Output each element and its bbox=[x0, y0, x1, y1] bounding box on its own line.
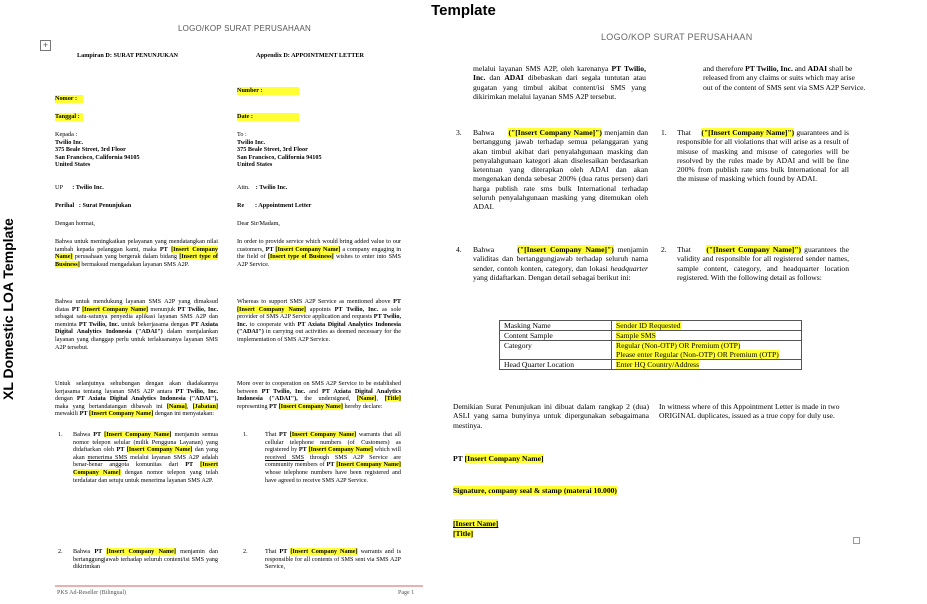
table-row bbox=[500, 321, 802, 331]
en-item-1-p2: That ("[Insert Company Name]") guarantees and is responsible for all violations that will arise as a result of misuse of masking and misuse of categories will be resolved by the rules made by ADAI and will be fine 200% from publish rate sms bulk International for all the misuse of masking which found by ADAI. bbox=[677, 128, 850, 184]
table-value: Regular (Non-OTP) OR Premium (OTP) Please enter Regular (Non-OTP) OR Premium (OTP) bbox=[612, 341, 802, 360]
attn-line: Attn. : Twilio Inc. bbox=[237, 184, 288, 191]
table-label: Category bbox=[500, 341, 612, 360]
id-item-2: Bahwa PT [Insert Company Name] menjamin dan bertanggungjawab terhadap seluruh content/isi SMS yang dikirimkan bbox=[73, 548, 219, 571]
table-label: Content Sample bbox=[500, 331, 612, 341]
page-title: Template bbox=[431, 2, 496, 19]
en-item-2-p2: That ("[Insert Company Name]") guarantees the validity and responsible for all registered sender names, sample content, category, and headquarter location registered. With the following detail as follows: bbox=[677, 245, 849, 282]
salutation-id: Dengan hormat, bbox=[55, 220, 95, 227]
table-label: Head Quarter Location bbox=[500, 360, 612, 370]
table-row bbox=[500, 360, 802, 370]
closing-id: Demikian Surat Penunjukan ini dibuat dalam rangkap 2 (dua) ASLI yang sama bunyinya untuk dipergunakan sebagaimana mestinya. bbox=[453, 402, 649, 430]
en-item-1: That PT [Insert Company Name] warrants that all cellular telephone numbers (of Customers) as registered by PT [Insert Company Name] which will received SMS through SMS A2P Service are community members of PT [Insert Company Name] whose telephone numbers have been registered and have agreed to receive SMS A2P Service. bbox=[265, 431, 402, 484]
en-item-1-number-p2: 1. bbox=[661, 128, 667, 137]
table-value: Sample SMS bbox=[612, 331, 802, 341]
en-paragraph-3: More over to cooperation on SMS A2P Service to be established between PT Twilio, Inc. and PT Axiata Digital Analytics Indonesia ("ADAI"), the undersigned, [Name], [Title] representing PT [Insert Company Name] hereby declare: bbox=[237, 380, 402, 410]
logo-placeholder-right: LOGO/KOP SURAT PERUSAHAAN bbox=[601, 32, 753, 42]
signature-title: [Title] bbox=[453, 529, 474, 538]
footer-document-name: PKS Ad-Reseller (Bilingual) bbox=[57, 590, 126, 596]
id-continuation: melalui layanan SMS A2P, oleh karenanya PT Twilio, Inc. dan ADAI dibebaskan dari segala tuntutan atau gugatan yang timbul akibat content/isi SMS yang dikirimkan melalui layanan SMS A2P tersebut. bbox=[473, 64, 646, 101]
signature-company: PT [Insert Company Name] bbox=[453, 454, 544, 463]
id-item-4: Bahwa ("[Insert Company Name]") menjamin validitas dan bertanggungjawab terhadap seluruh nama sender, contoh konten, category, dan lokasi headquarter yang didaftarkan. Dengan detail sebagai berikut ini: bbox=[473, 245, 648, 282]
id-paragraph-3: Untuk selanjutnya sehubungan dengan akan diadakannya kerjasama tentang layanan SMS A2P antara PT Twilio, Inc. dengan PT Axiata Digital Analytics Indonesia ("ADAI"), maka yang bertandatangan dibawah ini [Nama], [Jabatan] mewakili PT [Insert Company Name] dengan ini menyatakan: bbox=[55, 380, 219, 418]
side-label: XL Domestic LOA Template bbox=[0, 218, 16, 400]
table-label: Masking Name bbox=[500, 321, 612, 331]
en-heading: Appendix D: APPOINTMENT LETTER bbox=[256, 52, 365, 59]
footer-divider bbox=[55, 585, 423, 587]
checkbox-icon[interactable] bbox=[853, 537, 860, 544]
nomor-field: Nomor : bbox=[55, 95, 83, 103]
signature-name: [Insert Name] bbox=[453, 519, 499, 528]
closing-en: In witness where of this Appointment Letter is made in two ORIGINAL duplicates, issued as a true copy for duly use. bbox=[659, 402, 840, 421]
id-item-1-number: 1. bbox=[58, 431, 63, 438]
id-item-4-number: 4. bbox=[456, 245, 462, 254]
id-heading: Lampiran D: SURAT PENUNJUKAN bbox=[77, 52, 179, 59]
recipient-block-en: To : Twilio Inc. 375 Beale Street, 3rd Floor San Francisco, California 94105 United States bbox=[237, 131, 322, 169]
perihal-line: Perihal : Surat Penunjukan bbox=[55, 202, 132, 209]
date-field: Date : bbox=[237, 113, 299, 121]
id-item-1: Bahwa PT [Insert Company Name] menjamin semua nomor telepon selular (milik Pengguna Layanan) yang didaftarkan oleh PT [Insert Company Name] dan yang akan menerima SMS melalui layanan SMS A2P adalah benar-benar anggota komunitas dari PT [Insert Company Name] dengan nomor telepon yang telah terdafatar dan setuju untuk menerima layanan SMS A2P. bbox=[73, 431, 219, 484]
recipient-block-id: Kepada : Twilio Inc. 375 Beale Street, 3rd Floor San Francisco, California 94105 United States bbox=[55, 131, 140, 169]
number-field: Number : bbox=[237, 87, 299, 95]
footer-page-number: Page 1 bbox=[398, 590, 415, 596]
id-item-3: Bahwa ("[Insert Company Name]") menjamin dan bertanggung jawab terhadap semua pelanggaran yang akan timbul akibat dari penyalahgunaan masking dan penyalahgunaan kategori akan diselesaikan berdasarkan ketentuan yang diterapkan oleh ADAI dan akan mengenakan denda sebesar 200% (dua ratus persen) dari harga publish rate sms bulk International terhadap seluruh penyalahgunaan masking yang ditemukan oleh ADAI. bbox=[473, 128, 648, 212]
id-paragraph-2: Bahwa untuk mendukung layanan SMS A2P yang dimaksud diatas PT [Insert Company Name] menunjuk PT Twilio, Inc. sebagai satu-satunya penyedia aplikasi layanan SMS A2P dan meminta PT Twilio, Inc. untuk bekerjasama dengan PT Axiata Digital Analytics Indonesia ("ADAI") dalam menjalankan layanan yang dianggap perlu untuk terlaksananya layanan SMS A2P tersebut. bbox=[55, 298, 219, 351]
table-value: Sender ID Requested bbox=[612, 321, 802, 331]
en-paragraph-2: Whereas to support SMS A2P Service as mentioned above PT [Insert Company Name] appoints PT Twilio, Inc. as sole provider of SMS A2P Service application and requests PT Twilio, Inc. to cooperate with PT Axiata Digital Analytics Indonesia ("ADAI") in carrying out activities as deemed necessary for the implementation of SMS A2P Service. bbox=[237, 298, 402, 343]
en-item-1-number: 1. bbox=[243, 431, 248, 438]
en-item-2-number-p2: 2. bbox=[661, 245, 667, 254]
signature-stamp-label: Signature, company seal & stamp (materai 10.000) bbox=[453, 486, 617, 495]
table-row bbox=[500, 341, 802, 360]
re-line: Re : Appointment Letter bbox=[237, 202, 312, 209]
up-line: UP : Twilio Inc. bbox=[55, 184, 104, 191]
id-paragraph-1: Bahwa untuk meningkatkan pelayanan yang mendatangkan nilai tambah kepada pelanggan kami, maka PT [Insert Company Name] perusahaan yang bergerak dalam bidang [Insert type of Business] bermaksud mengadakan layanan SMS A2P. bbox=[55, 238, 218, 268]
logo-placeholder-left: LOGO/KOP SURAT PERUSAHAAN bbox=[178, 24, 312, 33]
table-value: Enter HQ Country/Address bbox=[612, 360, 802, 370]
en-item-2: That PT [Insert Company Name] warrants and is responsible for all contents of SMS sent via SMS A2P Service, bbox=[265, 548, 402, 571]
id-item-3-number: 3. bbox=[456, 128, 462, 137]
id-item-2-number: 2. bbox=[58, 548, 63, 555]
sender-detail-table bbox=[499, 320, 802, 370]
en-continuation: and therefore PT Twilio, Inc. and ADAI shall be released from any claims or suits which may arise out of the content of SMS sent via SMS A2P Service. bbox=[703, 64, 866, 92]
tanggal-field: Tanggal : bbox=[55, 113, 83, 121]
expand-icon[interactable]: + bbox=[40, 40, 51, 51]
salutation-en: Dear Sir/Madam, bbox=[237, 220, 280, 227]
table-row bbox=[500, 331, 802, 341]
en-paragraph-1: In order to provide service which would bring added value to our customers, PT [Insert Company Name] a company engaging in the field of [Insert type of Business] wishes to enter into SMS A2P Service. bbox=[237, 238, 402, 268]
en-item-2-number: 2. bbox=[243, 548, 248, 555]
